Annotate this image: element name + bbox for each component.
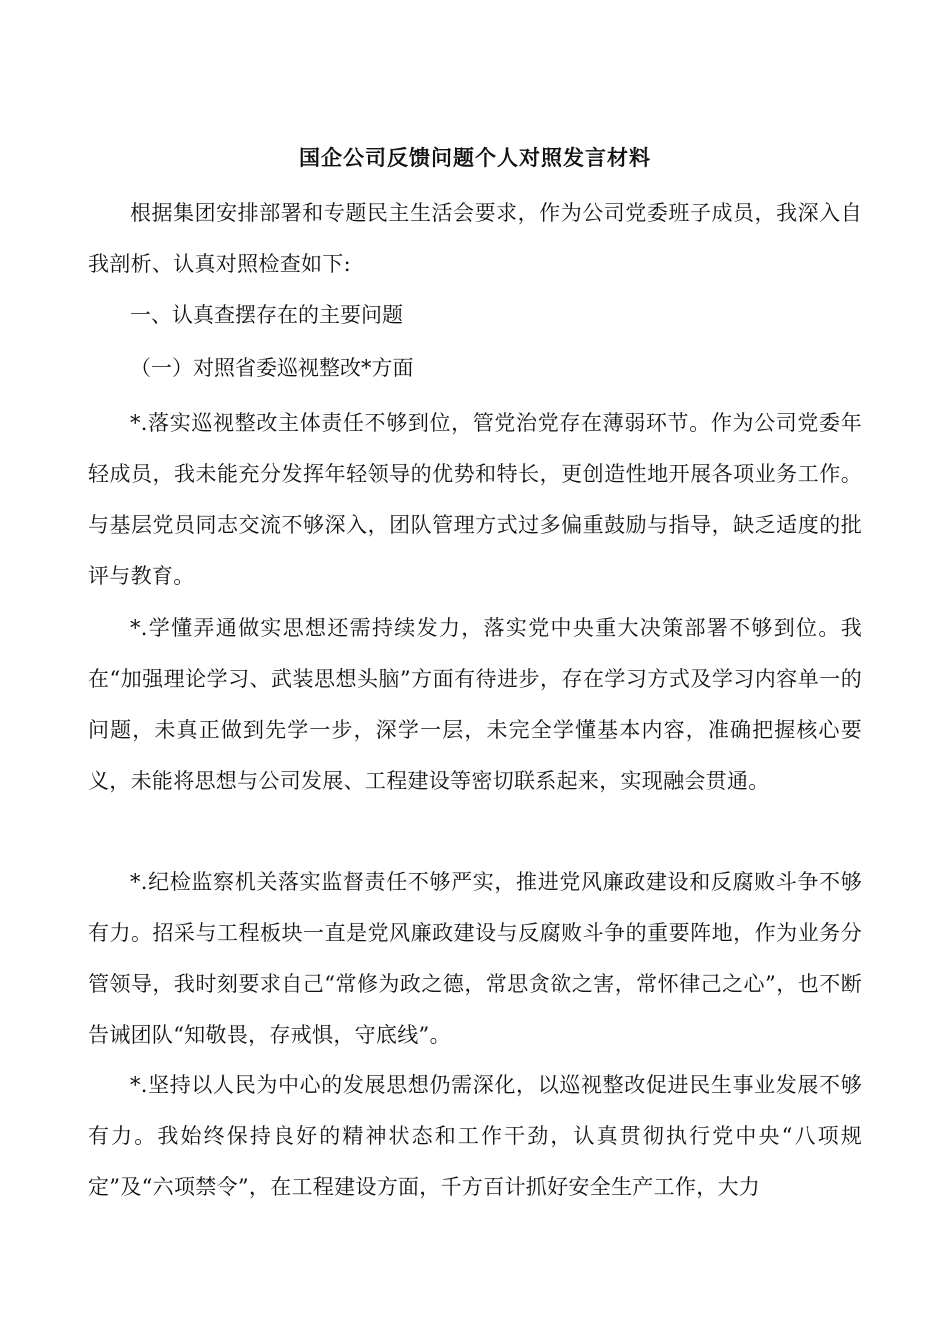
body-paragraph: *.纪检监察机关落实监督责任不够严实，推进党风廉政建设和反腐败斗争不够有力。招采与工程板块一直是党风廉政建设与反腐败斗争的重要阵地，作为业务分管领导，我时刻要求自己“常修为政之德，常思贪欲之害，常怀律己之心”，也不断告诫团队“知敬畏，存戒惧，守底线”。	[88, 870, 862, 1047]
subsection-heading: （一）对照省委巡视整改*方面	[130, 356, 414, 380]
intro-paragraph: 根据集团安排部署和专题民主生活会要求，作为公司党委班子成员，我深入自我剖析、认真对照检查如下:	[88, 201, 862, 276]
body-paragraph: *.学懂弄通做实思想还需持续发力，落实党中央重大决策部署不够到位。我在“加强理论学习、武装思想头脑”方面有待进步，存在学习方式及学习内容单一的问题，未真正做到先学一步，深学一层，未完全学懂基本内容，准确把握核心要义，未能将思想与公司发展、工程建设等密切联系起来，实现融会贯通。	[88, 616, 862, 793]
document-title: 国企公司反馈问题个人对照发言材料	[299, 145, 651, 170]
body-paragraph: *.坚持以人民为中心的发展思想仍需深化，以巡视整改促进民生事业发展不够有力。我始终保持良好的精神状态和工作干劲，认真贯彻执行党中央“八项规定”及“六项禁令”，在工程建设方面，千方百计抓好安全生产工作，大力	[88, 1073, 862, 1199]
body-paragraph: *.落实巡视整改主体责任不够到位，管党治党存在薄弱环节。作为公司党委年轻成员，我未能充分发挥年轻领导的优势和特长，更创造性地开展各项业务工作。与基层党员同志交流不够深入，团队管理方式过多偏重鼓励与指导，缺乏适度的批评与教育。	[88, 411, 862, 588]
section-heading: 一、认真查摆存在的主要问题	[130, 303, 403, 327]
